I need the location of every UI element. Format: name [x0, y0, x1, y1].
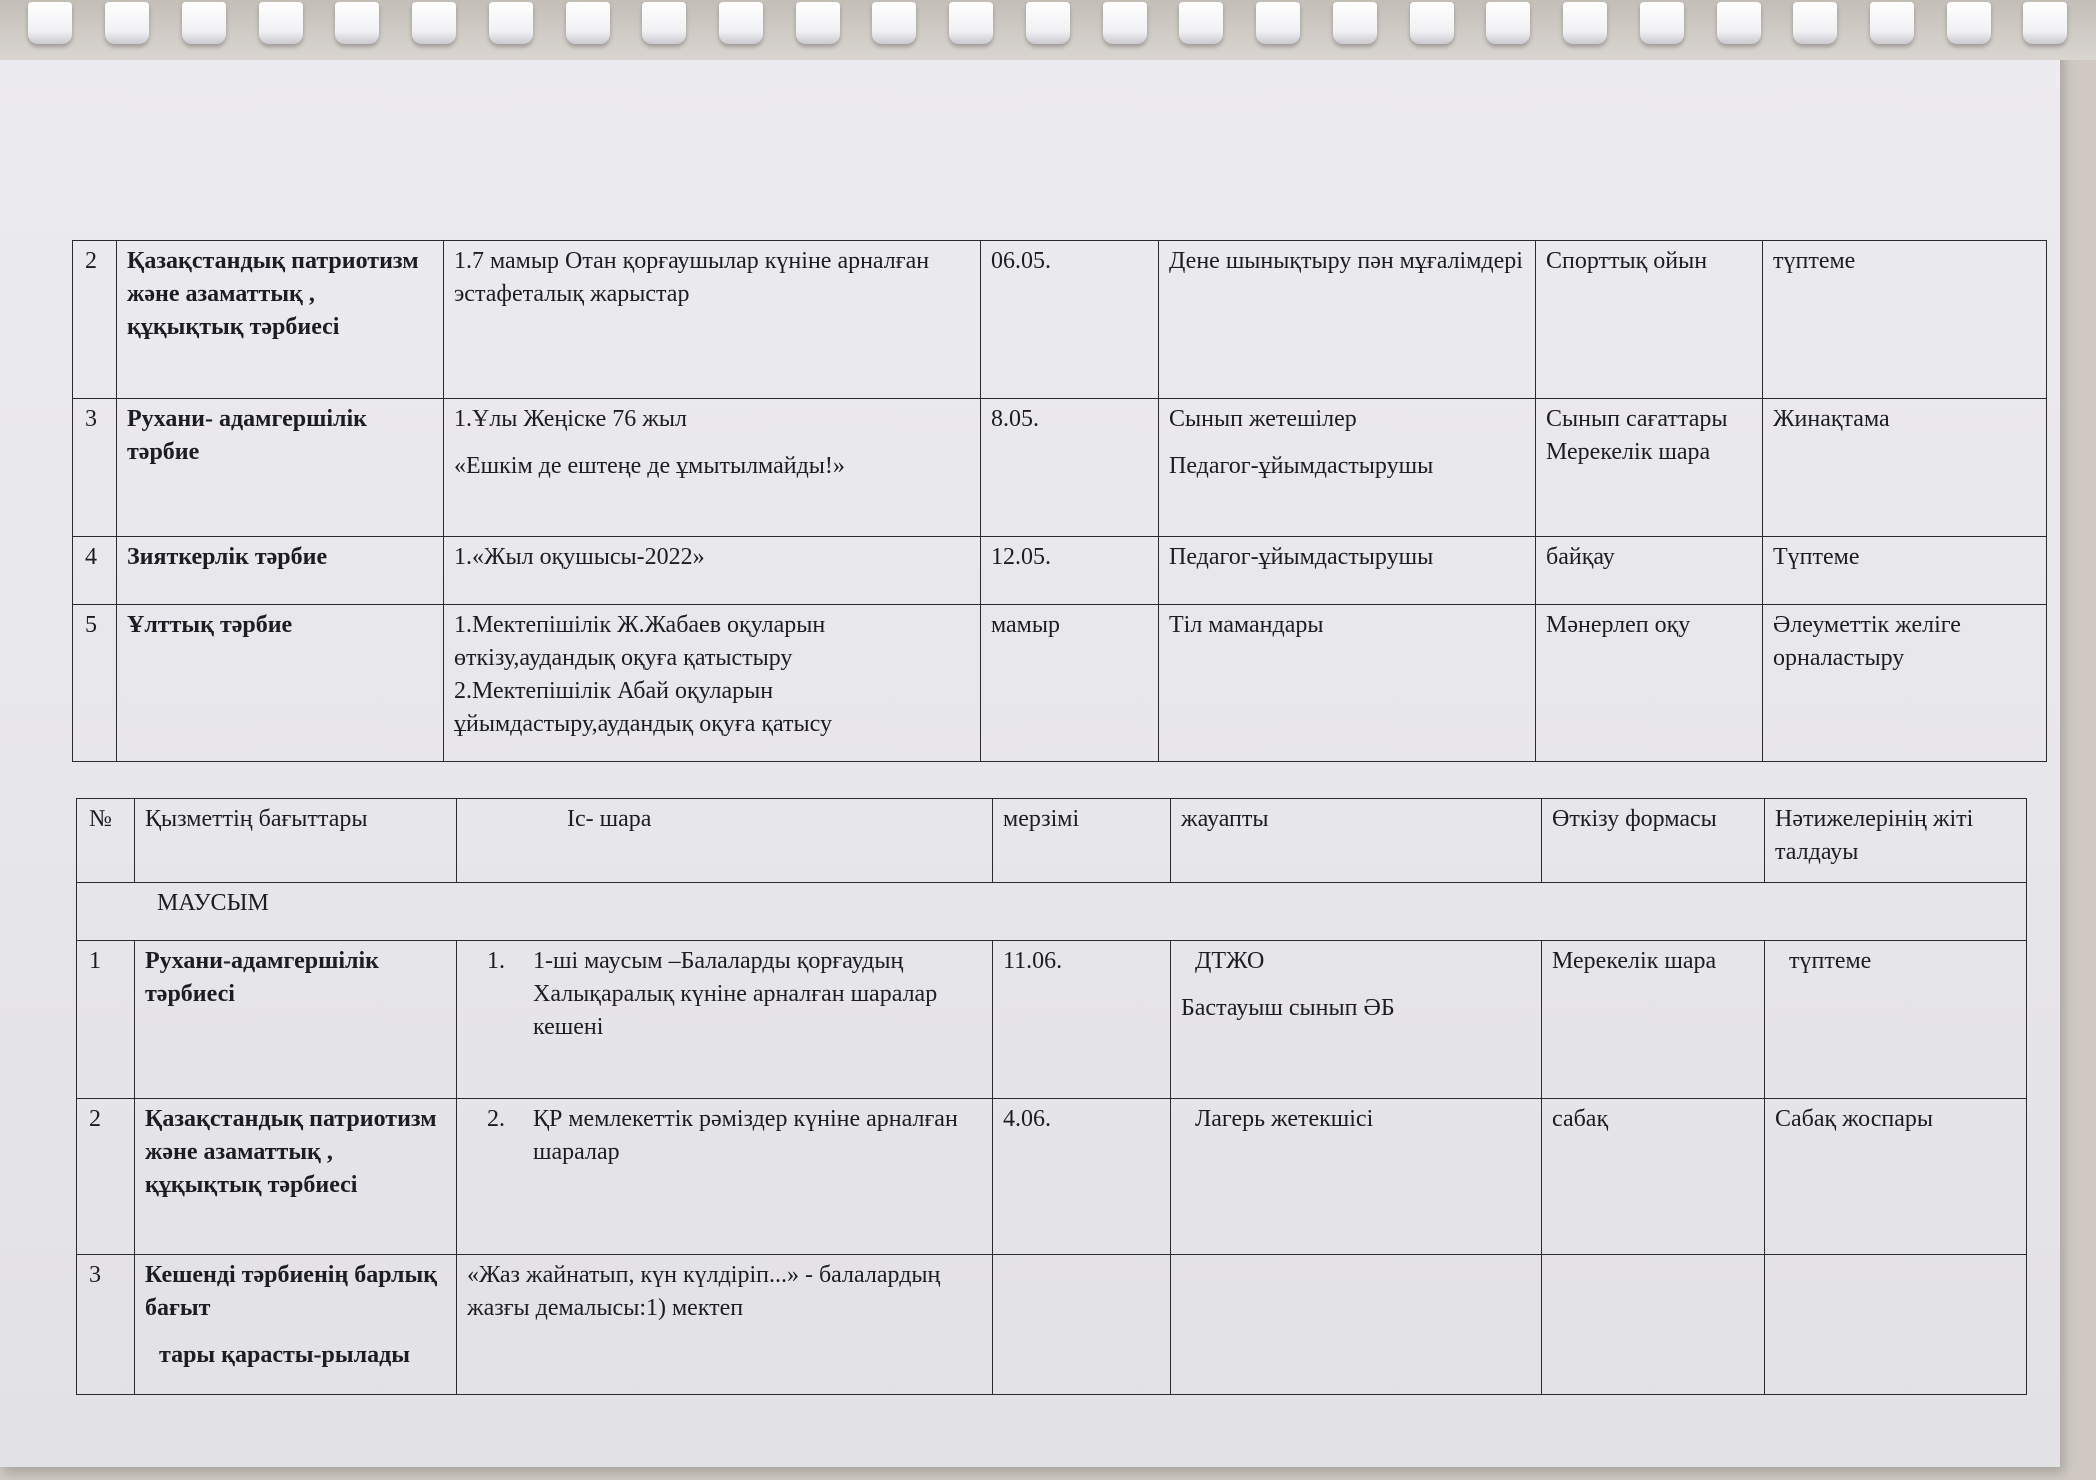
binding-ring	[412, 2, 456, 44]
direction-cell: Ұлттық тәрбие	[117, 605, 444, 762]
binding-ring	[1947, 2, 1991, 44]
header-form: Өткізу формасы	[1542, 799, 1765, 883]
table-row	[77, 941, 2027, 1099]
result-cell: Жинақтама	[1763, 399, 2047, 537]
binding-ring	[335, 2, 379, 44]
binding-ring	[1563, 2, 1607, 44]
form-cell: байқау	[1536, 537, 1763, 605]
result-cell: Әлеуметтік желіге орналастыру	[1763, 605, 2047, 762]
direction-cell: Кешенді тәрбиенің барлық бағыт тары қарасты-рылады	[135, 1255, 457, 1395]
binding-ring	[1640, 2, 1684, 44]
list-number: 1.	[487, 948, 505, 974]
responsible-cell	[1171, 1255, 1542, 1395]
binding-ring	[1486, 2, 1530, 44]
event-cell: 2. ҚР мемлекеттік рәміздер күніне арналған шаралар	[457, 1099, 993, 1255]
binding-ring	[566, 2, 610, 44]
binding-ring	[105, 2, 149, 44]
list-number: 2.	[487, 1106, 505, 1132]
responsible-cell: ДТЖО Бастауыш сынып ӘБ	[1171, 941, 1542, 1099]
binding-ring	[1410, 2, 1454, 44]
form-cell: Сынып сағаттары Мерекелік шара	[1536, 399, 1763, 537]
binding-ring	[28, 2, 72, 44]
row-number: 3	[77, 1255, 135, 1395]
row-number: 3	[73, 399, 117, 537]
table-header-row	[77, 799, 2027, 883]
event-cell: 1. 1-ші маусым –Балаларды қорғаудың Халықаралық күніне арналған шаралар кешені	[457, 941, 993, 1099]
row-number: 5	[73, 605, 117, 762]
binding-ring	[796, 2, 840, 44]
direction-cell: Рухани-адамгершілік тәрбиесі	[135, 941, 457, 1099]
table-row	[73, 399, 2047, 537]
result-cell: түптеме	[1765, 941, 2027, 1099]
date-cell: 11.06.	[993, 941, 1171, 1099]
binding-ring	[949, 2, 993, 44]
binding-ring	[642, 2, 686, 44]
binding-ring	[1256, 2, 1300, 44]
header-date: мерзімі	[993, 799, 1171, 883]
date-cell: 8.05.	[981, 399, 1159, 537]
page-top-edge	[0, 70, 2060, 88]
result-cell: Сабақ жоспары	[1765, 1099, 2027, 1255]
header-responsible: жауапты	[1171, 799, 1542, 883]
binding-ring	[489, 2, 533, 44]
event-cell: 1.Ұлы Жеңіске 76 жыл «Ешкім де ештеңе де ұмытылмайды!»	[444, 399, 981, 537]
form-cell: Мәнерлеп оқу	[1536, 605, 1763, 762]
binding-ring	[1026, 2, 1070, 44]
responsible-cell: Сынып жетешілер Педагог-ұйымдастырушы	[1159, 399, 1536, 537]
plan-table-june	[76, 798, 2027, 1395]
event-cell: 1.7 мамыр Отан қорғаушылар күніне арналған эстафеталық жарыстар	[444, 241, 981, 399]
header-number: №	[77, 799, 135, 883]
form-cell: Мерекелік шара	[1542, 941, 1765, 1099]
table-row	[73, 537, 2047, 605]
responsible-cell: Тіл мамандары	[1159, 605, 1536, 762]
plan-table-may	[72, 240, 2047, 762]
direction-cell: Қазақстандық патриотизм және азаматтық , құқықтық тәрбиесі	[135, 1099, 457, 1255]
responsible-cell: Педагог-ұйымдастырушы	[1159, 537, 1536, 605]
binding-ring	[1333, 2, 1377, 44]
header-result: Нәтижелерінің жіті талдауы	[1765, 799, 2027, 883]
date-cell: 12.05.	[981, 537, 1159, 605]
binding-ring	[259, 2, 303, 44]
direction-cell: Қазақстандық патриотизм және азаматтық , құқықтық тәрбиесі	[117, 241, 444, 399]
table-row	[77, 1255, 2027, 1395]
table-row	[73, 241, 2047, 399]
date-cell: 4.06.	[993, 1099, 1171, 1255]
responsible-cell: Лагерь жетекшісі	[1171, 1099, 1542, 1255]
document-page	[0, 22, 2060, 1467]
form-cell: сабақ	[1542, 1099, 1765, 1255]
event-cell: 1.«Жыл оқушысы-2022»	[444, 537, 981, 605]
event-cell: «Жаз жайнатып, күн күлдіріп...» - балалардың жазғы демалысы:1) мектеп	[457, 1255, 993, 1395]
binding-ring	[872, 2, 916, 44]
row-number: 2	[73, 241, 117, 399]
date-cell: 06.05.	[981, 241, 1159, 399]
row-number: 4	[73, 537, 117, 605]
result-cell: түптеме	[1763, 241, 2047, 399]
binding-ring	[1793, 2, 1837, 44]
direction-cell: Зияткерлік тәрбие	[117, 537, 444, 605]
binding-ring	[1717, 2, 1761, 44]
binding-ring	[719, 2, 763, 44]
row-number: 2	[77, 1099, 135, 1255]
result-cell	[1765, 1255, 2027, 1395]
binding-ring	[1103, 2, 1147, 44]
direction-cell: Рухани- адамгершілік тәрбие	[117, 399, 444, 537]
responsible-cell: Дене шынықтыру пән мұғалімдері	[1159, 241, 1536, 399]
binding-ring	[2023, 2, 2067, 44]
date-cell	[993, 1255, 1171, 1395]
result-cell: Түптеме	[1763, 537, 2047, 605]
table-row	[77, 1099, 2027, 1255]
binding-ring	[182, 2, 226, 44]
form-cell: Спорттық ойын	[1536, 241, 1763, 399]
binding-ring	[1870, 2, 1914, 44]
header-event: Іс- шара	[457, 799, 993, 883]
month-label: МАУСЫМ	[77, 883, 2027, 941]
header-direction: Қызметтің бағыттары	[135, 799, 457, 883]
month-section-row	[77, 883, 2027, 941]
form-cell	[1542, 1255, 1765, 1395]
event-cell: 1.Мектепішілік Ж.Жабаев оқуларын өткізу,аудандық оқуға қатыстыру 2.Мектепішілік Абай оқуларын ұйымдастыру,аудандық оқуға қатысу	[444, 605, 981, 762]
table-row	[73, 605, 2047, 762]
binding-ring	[1179, 2, 1223, 44]
date-cell: мамыр	[981, 605, 1159, 762]
spiral-binding	[0, 0, 2096, 60]
row-number: 1	[77, 941, 135, 1099]
